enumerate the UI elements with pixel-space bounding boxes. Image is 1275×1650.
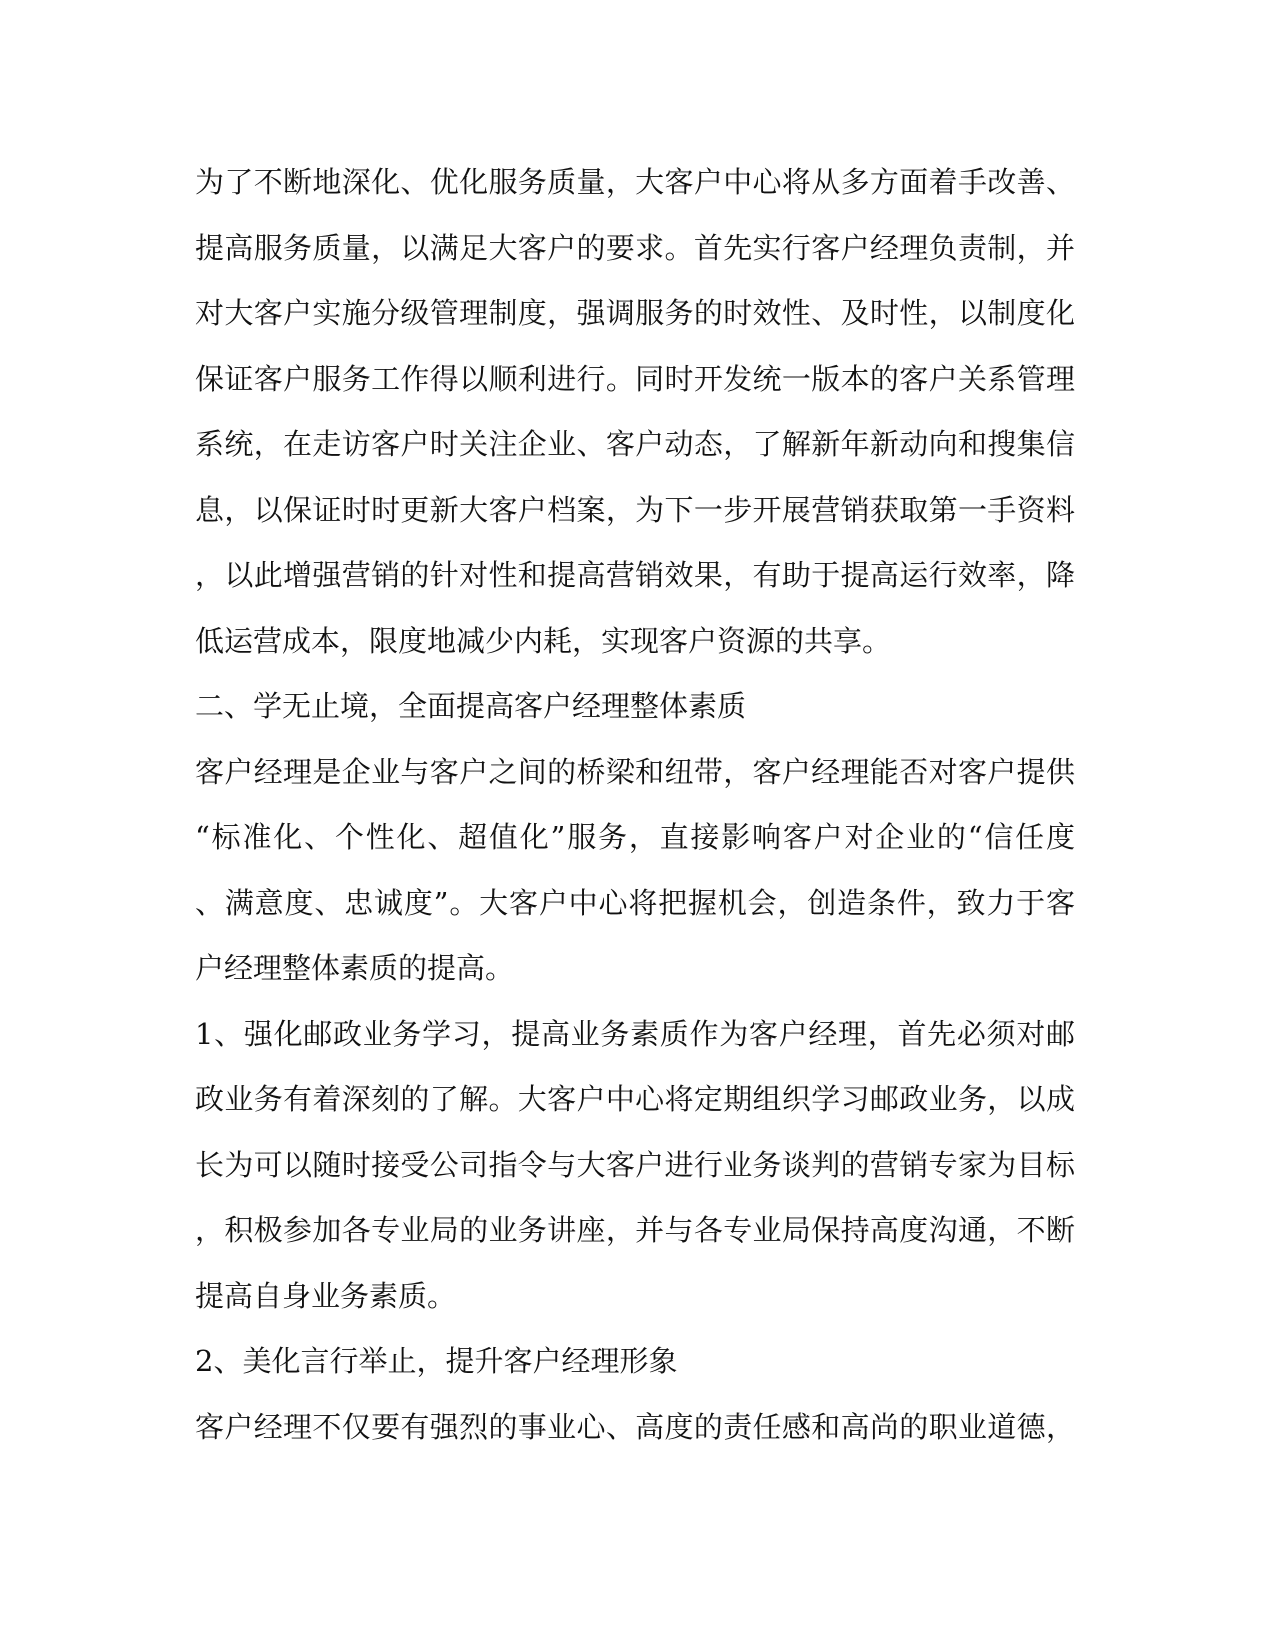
text-line: 保证客户服务工作得以顺利进行。同时开发统一版本的客户关系管理 [195,361,1075,396]
text-line: 1、强化邮政业务学习，提高业务素质作为客户经理，首先必须对邮 [195,1016,1075,1051]
text-line: 客户经理不仅要有强烈的事业心、高度的责任感和高尚的职业道德， [195,1409,1075,1444]
text-line: 系统，在走访客户时关注企业、客户动态，了解新年新动向和搜集信 [195,427,1075,461]
text-line: 长为可以随时接受公司指令与大客户进行业务谈判的营销专家为目标 [195,1147,1075,1182]
text-line: 提高服务质量，以满足大客户的要求。首先实行客户经理负责制，并 [195,230,1075,265]
text-line: 、满意度、忠诚度”。大客户中心将把握机会，创造条件，致力于客 [195,885,1075,920]
text-line: 政业务有着深刻的了解。大客户中心将定期组织学习邮政业务，以成 [195,1082,1075,1116]
text-line: ，以此增强营销的针对性和提高营销效果，有助于提高运行效率，降 [195,558,1075,592]
document-body [195,150,1075,1460]
text-line: 对大客户实施分级管理制度，强调服务的时效性、及时性，以制度化 [195,296,1075,330]
text-line: “标准化、个性化、超值化”服务，直接影响客户对企业的“信任度 [195,820,1075,854]
subsection-heading: 2、美化言行举止，提升客户经理形象 [195,1344,678,1378]
text-line: 户经理整体素质的提高。 [195,951,515,985]
text-line: 为了不断地深化、优化服务质量，大客户中心将从多方面着手改善、 [195,165,1075,199]
text-line: 客户经理是企业与客户之间的桥梁和纽带，客户经理能否对客户提供 [195,754,1075,789]
section-heading: 二、学无止境，全面提高客户经理整体素质 [195,689,747,723]
text-line: 息，以保证时时更新大客户档案，为下一步开展营销获取第一手资料 [195,492,1075,527]
text-line: 提高自身业务素质。 [195,1278,457,1313]
text-line: 低运营成本，限度地减少内耗，实现客户资源的共享。 [195,623,892,658]
text-line: ，积极参加各专业局的业务讲座，并与各专业局保持高度沟通，不断 [195,1213,1075,1247]
